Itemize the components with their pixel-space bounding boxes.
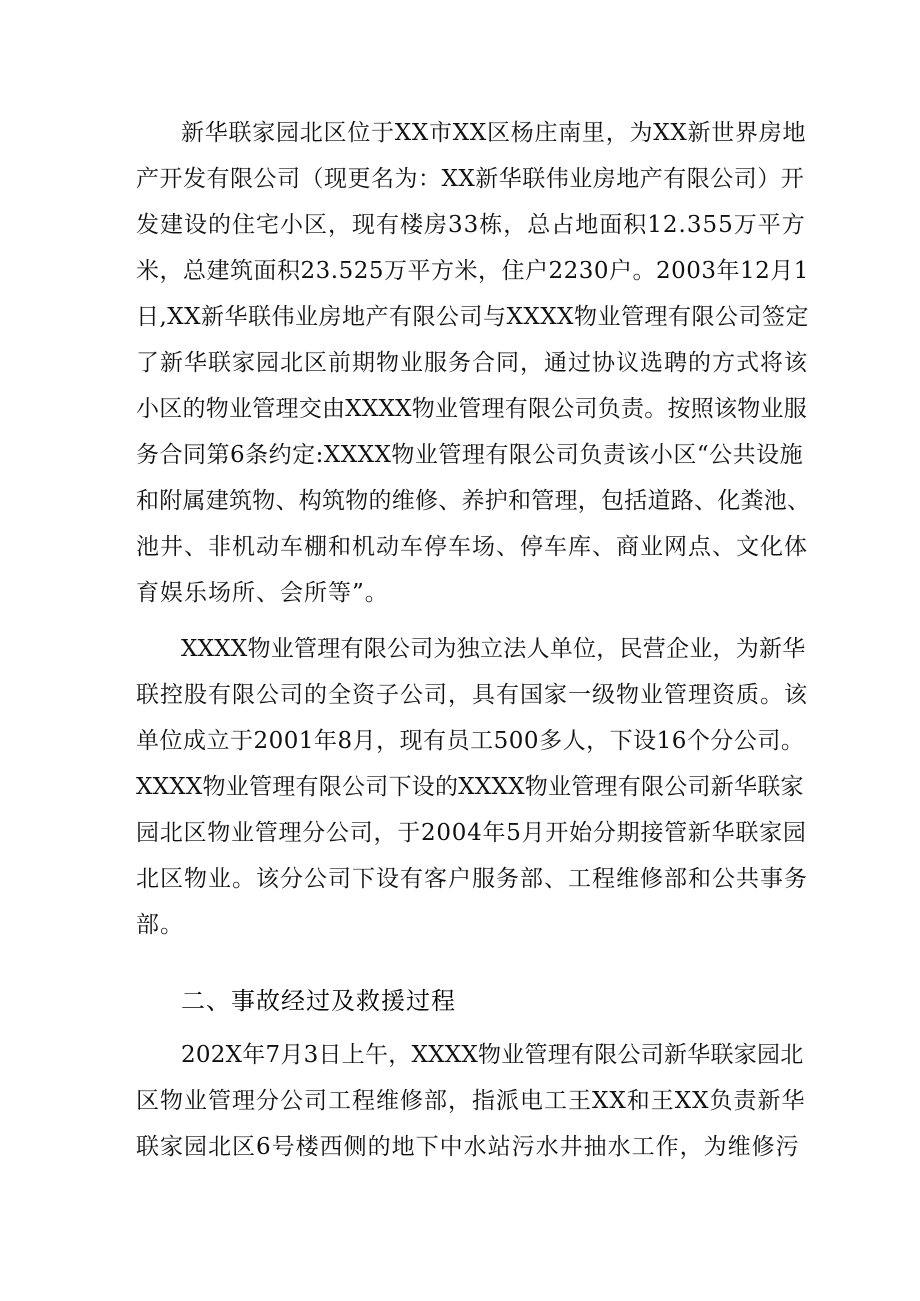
text-line: 米，总建筑面积23.525万平方米，住户2230户。2003年12月1 <box>136 258 809 284</box>
text-line: 和附属建筑物、构筑物的维修、养护和管理，包括道路、化粪池、 <box>136 488 811 514</box>
section-heading: 二、事故经过及救援过程 <box>181 987 456 1015</box>
text-line: 发建设的住宅小区，现有楼房33栋，总占地面积12.355万平方 <box>136 212 806 238</box>
text-line: 池井、非机动车棚和机动车停车场、停车库、商业网点、文化体 <box>136 534 808 560</box>
text-line: 小区的物业管理交由XXXX物业管理有限公司负责。按照该物业服 <box>136 396 807 422</box>
text-line: 联控股有限公司的全资子公司，具有国家一级物业管理资质。该 <box>136 682 808 708</box>
text-line: 产开发有限公司（现更名为：XX新华联伟业房地产有限公司）开 <box>136 166 805 192</box>
text-line: 202X年7月3日上午，XXXX物业管理有限公司新华联家园北 <box>181 1042 804 1068</box>
text-line: 了新华联家园北区前期物业服务合同，通过协议选聘的方式将该 <box>136 350 808 376</box>
text-line: 育娱乐场所、会所等”。 <box>136 580 389 606</box>
text-line: 联家园北区6号楼西侧的地下中水站污水井抽水工作，为维修污 <box>136 1134 800 1160</box>
text-line: 园北区物业管理分公司，于2004年5月开始分期接管新华联家园 <box>136 820 807 846</box>
text-line: 新华联家园北区位于XX市XX区杨庄南里，为XX新世界房地 <box>181 120 807 146</box>
text-line: XXXX物业管理有限公司为独立法人单位，民营企业，为新华 <box>181 636 806 662</box>
text-line: 北区物业。该分公司下设有客户服务部、工程维修部和公共事务 <box>136 866 808 892</box>
text-line: 部。 <box>136 912 184 938</box>
text-line: XXXX物业管理有限公司下设的XXXX物业管理有限公司新华联家 <box>136 774 804 800</box>
text-line: 单位成立于2001年8月，现有员工500多人，下设16个分公司。 <box>136 728 805 754</box>
text-line: 区物业管理分公司工程维修部，指派电工王XX和王XX负责新华 <box>136 1088 806 1114</box>
text-line: 务合同第6条约定:XXXX物业管理有限公司负责该小区“公共设施 <box>136 442 804 468</box>
text-line: 日,XX新华联伟业房地产有限公司与XXXX物业管理有限公司签定 <box>136 304 810 330</box>
